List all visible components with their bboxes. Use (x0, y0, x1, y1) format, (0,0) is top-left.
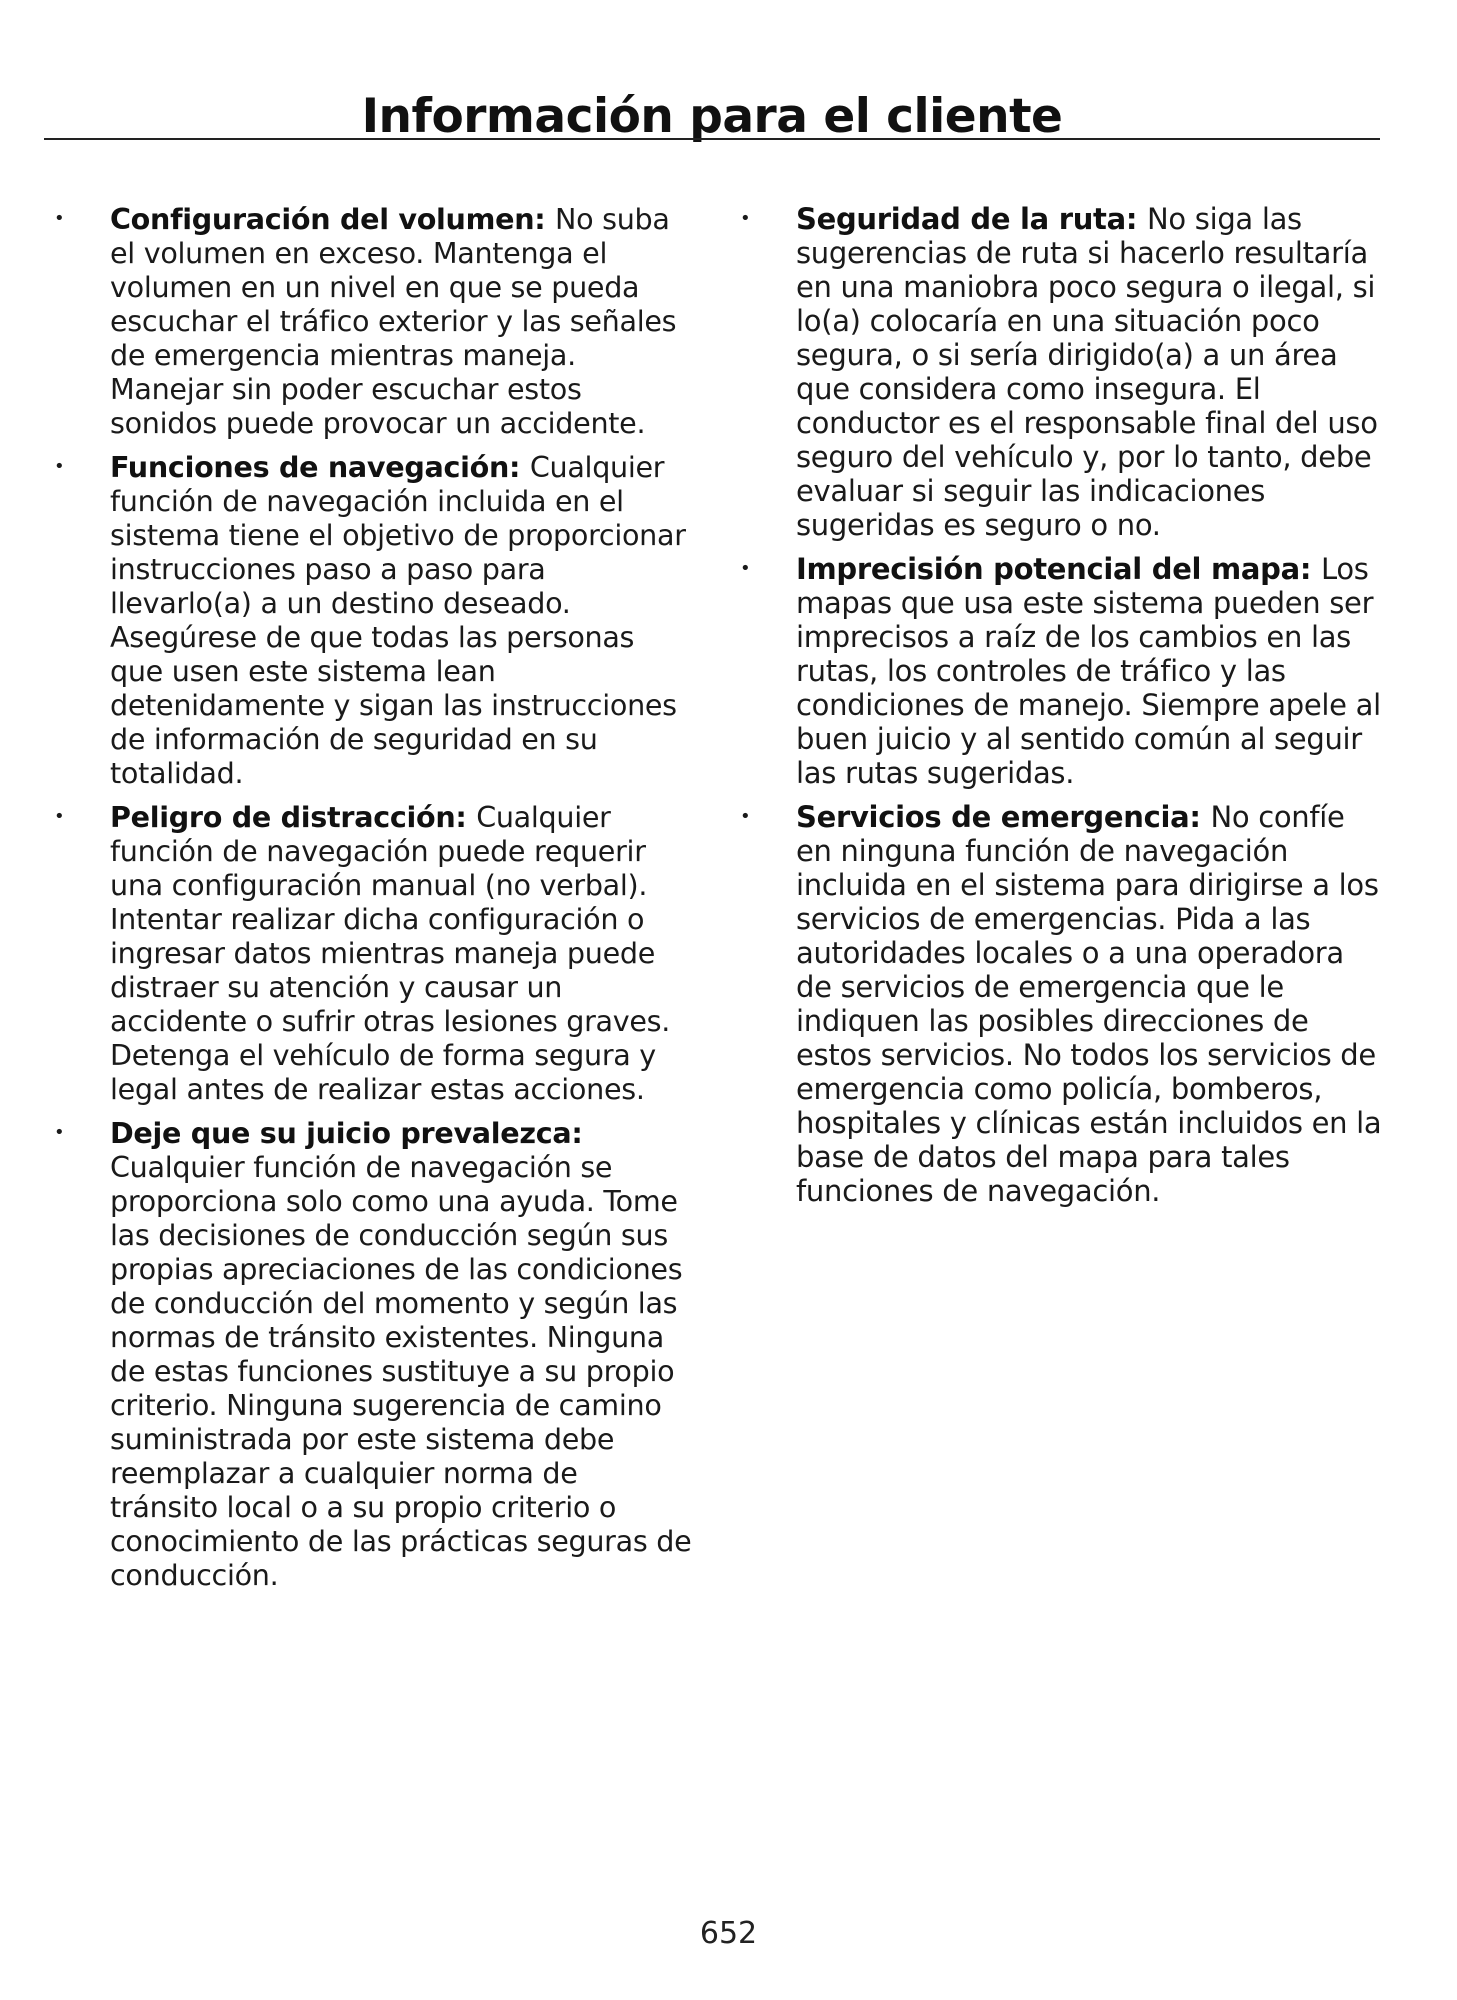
item-title: Funciones de navegación: (110, 450, 530, 484)
list-item (54, 450, 692, 790)
bullet-icon: • (54, 806, 65, 827)
bullet-icon: • (740, 208, 751, 229)
right-column (740, 202, 1386, 1218)
item-title: Servicios de emergencia: (796, 800, 1211, 834)
list-item (740, 800, 1386, 1208)
item-text: Cualquier función de navegación se proporciona solo como una ayuda. Tome las decisiones de conducción según sus propias apreciaciones de las condiciones de conducción del momento y según las normas de tránsito existentes. Ninguna de estas funciones sustituye a su propio criterio. Ninguna sugerencia de camino suministrada por este sistema debe reemplazar a cualquier norma de tránsito local o a su propio criterio o conocimiento de las prácticas seguras de conducción. (110, 1150, 692, 1592)
right-bullet-list (740, 202, 1386, 1208)
page-title: Información para el cliente (361, 89, 1063, 145)
list-item (740, 202, 1386, 542)
item-text: No siga las sugerencias de ruta si hacerlo resultaría en una maniobra poco segura o ilegal, si lo(a) colocaría en una situación poco segura, o si sería dirigido(a) a un área que considera como insegura. El conductor es el responsable final del uso seguro del vehículo y, por lo tanto, debe evaluar si seguir las indicaciones sugeridas es seguro o no. (796, 202, 1378, 542)
list-item (740, 552, 1386, 790)
bullet-icon: • (740, 806, 751, 827)
item-text: Cualquier función de navegación incluida en el sistema tiene el objetivo de proporcionar instrucciones paso a paso para llevarlo(a) a un destino deseado. Asegúrese de que todas las personas que usen este sistema lean detenidamente y sigan las instrucciones de información de seguridad en su totalidad. (110, 450, 686, 790)
bullet-icon: • (54, 1122, 65, 1143)
left-bullet-list (54, 202, 692, 1592)
list-item (54, 202, 692, 440)
page-number: 652 (699, 1916, 758, 1951)
item-title: Deje que su juicio prevalezca: (110, 1116, 583, 1150)
left-column (54, 202, 692, 1602)
item-text: No suba el volumen en exceso. Mantenga el volumen en un nivel en que se pueda escuchar el tráfico exterior y las señales de emergencia mientras maneja. Manejar sin poder escuchar estos sonidos puede provocar un accidente. (110, 202, 677, 440)
item-title: Imprecisión potencial del mapa: (796, 552, 1322, 586)
bullet-icon: • (740, 558, 751, 579)
item-title: Seguridad de la ruta: (796, 202, 1147, 236)
list-item (54, 1116, 692, 1592)
item-text: Los mapas que usa este sistema pueden ser imprecisos a raíz de los cambios en las rutas, los controles de tráfico y las condiciones de manejo. Siempre apele al buen juicio y al sentido común al seguir las rutas sugeridas. (796, 552, 1381, 790)
item-title: Peligro de distracción: (110, 800, 477, 834)
list-item (54, 800, 692, 1106)
bullet-icon: • (54, 456, 65, 477)
item-text: Cualquier función de navegación puede requerir una configuración manual (no verbal). Intentar realizar dicha configuración o ingresar datos mientras maneja puede distraer su atención y causar un accidente o sufrir otras lesiones graves. Detenga el vehículo de forma segura y legal antes de realizar estas acciones. (110, 800, 671, 1106)
title-divider (44, 138, 1380, 140)
bullet-icon: • (54, 208, 65, 229)
item-text: No confíe en ninguna función de navegación incluida en el sistema para dirigirse a los servicios de emergencias. Pida a las autoridades locales o a una operadora de servicios de emergencia que le indiquen las posibles direcciones de estos servicios. No todos los servicios de emergencia como policía, bomberos, hospitales y clínicas están incluidos en la base de datos del mapa para tales funciones de navegación. (796, 800, 1382, 1208)
item-title: Configuración del volumen: (110, 202, 556, 236)
